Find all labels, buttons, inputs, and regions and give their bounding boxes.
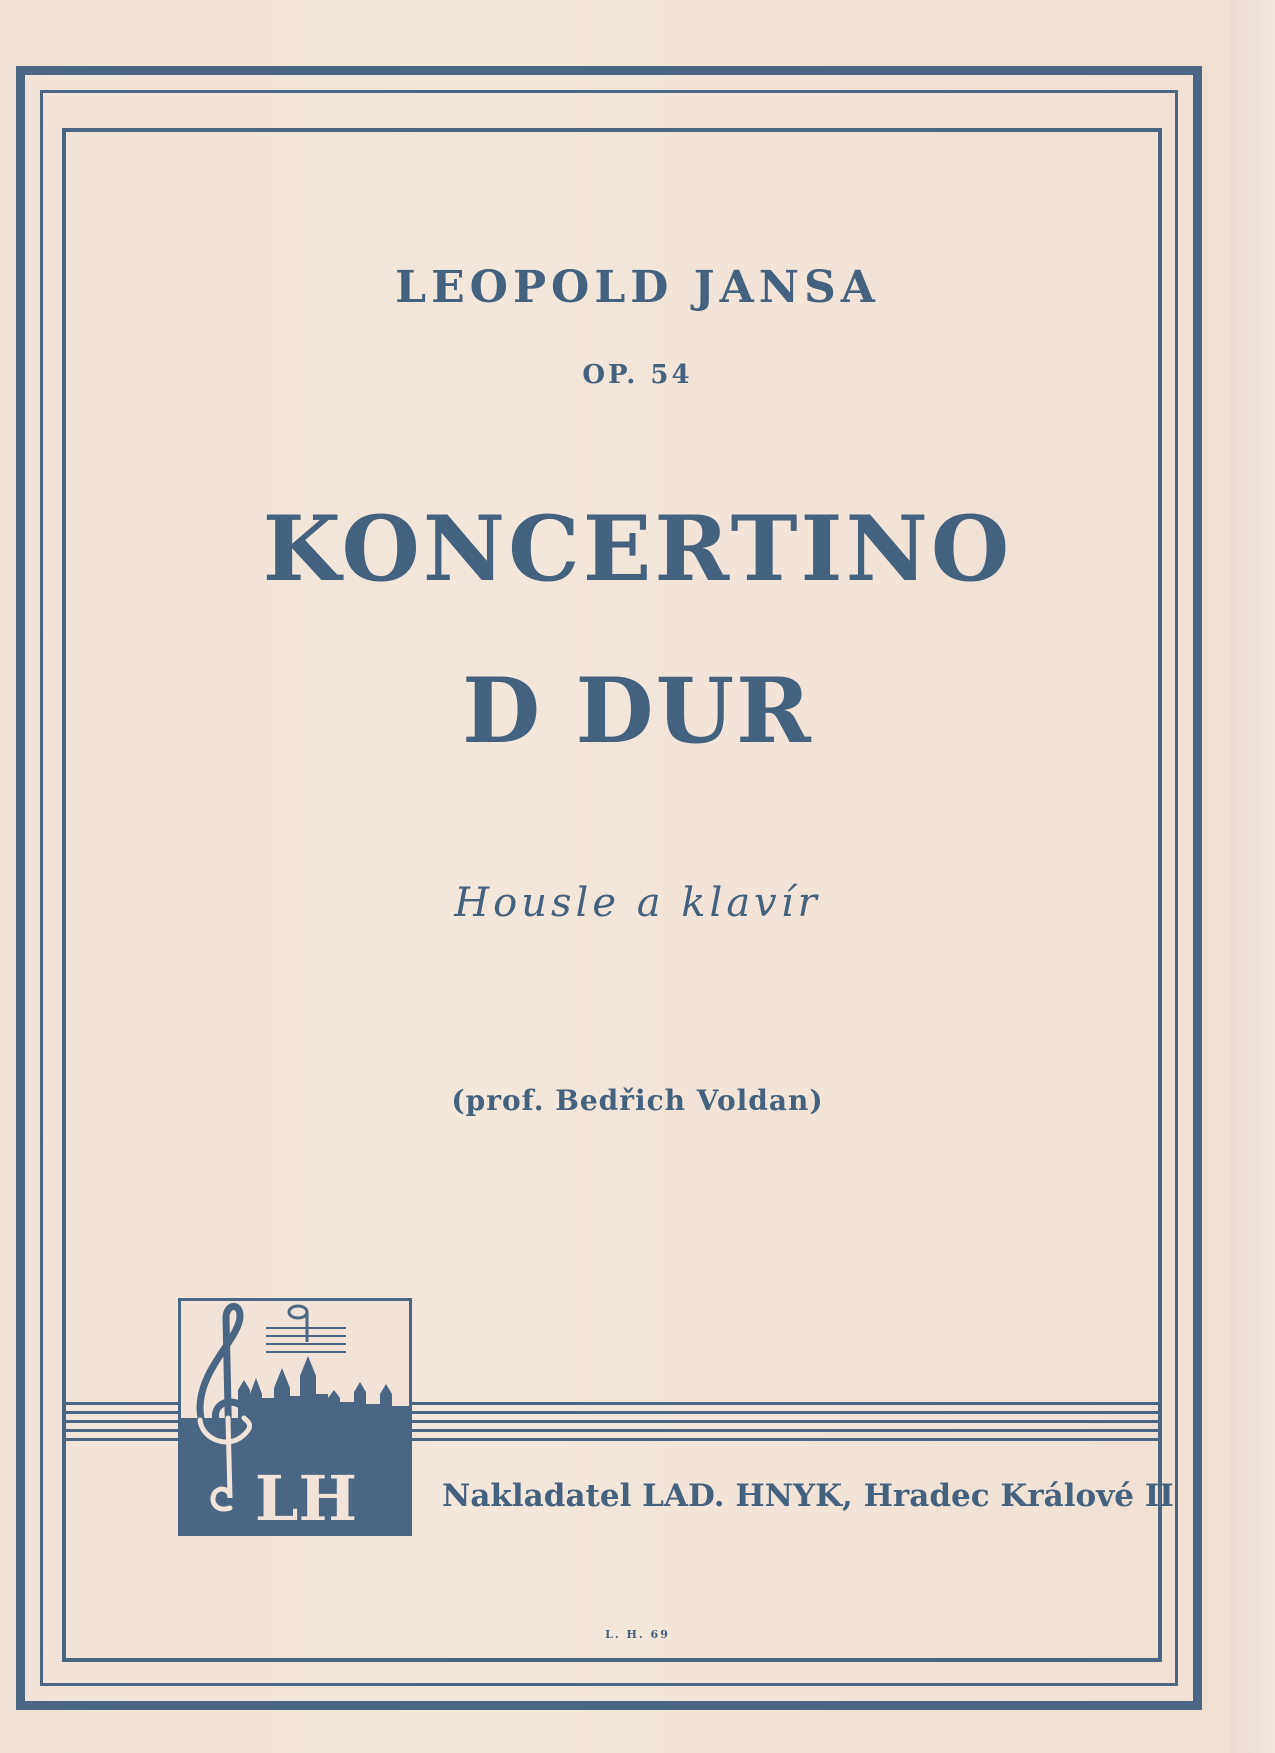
opus-number: OP. 54 bbox=[582, 360, 693, 390]
work-key: D DUR bbox=[462, 658, 813, 764]
logo-monogram: LH bbox=[254, 1462, 358, 1535]
instrumentation: Housle a klavír bbox=[454, 880, 821, 926]
composer-name: LEOPOLD JANSA bbox=[395, 262, 880, 313]
publisher-line: Nakladatel LAD. HNYK, Hradec Králové II bbox=[442, 1478, 1174, 1514]
work-title: KONCERTINO bbox=[262, 496, 1013, 602]
editor-credit: (prof. Bedřich Voldan) bbox=[451, 1084, 824, 1117]
publisher-logo bbox=[178, 1298, 412, 1536]
catalog-number: L. H. 69 bbox=[605, 1628, 670, 1641]
